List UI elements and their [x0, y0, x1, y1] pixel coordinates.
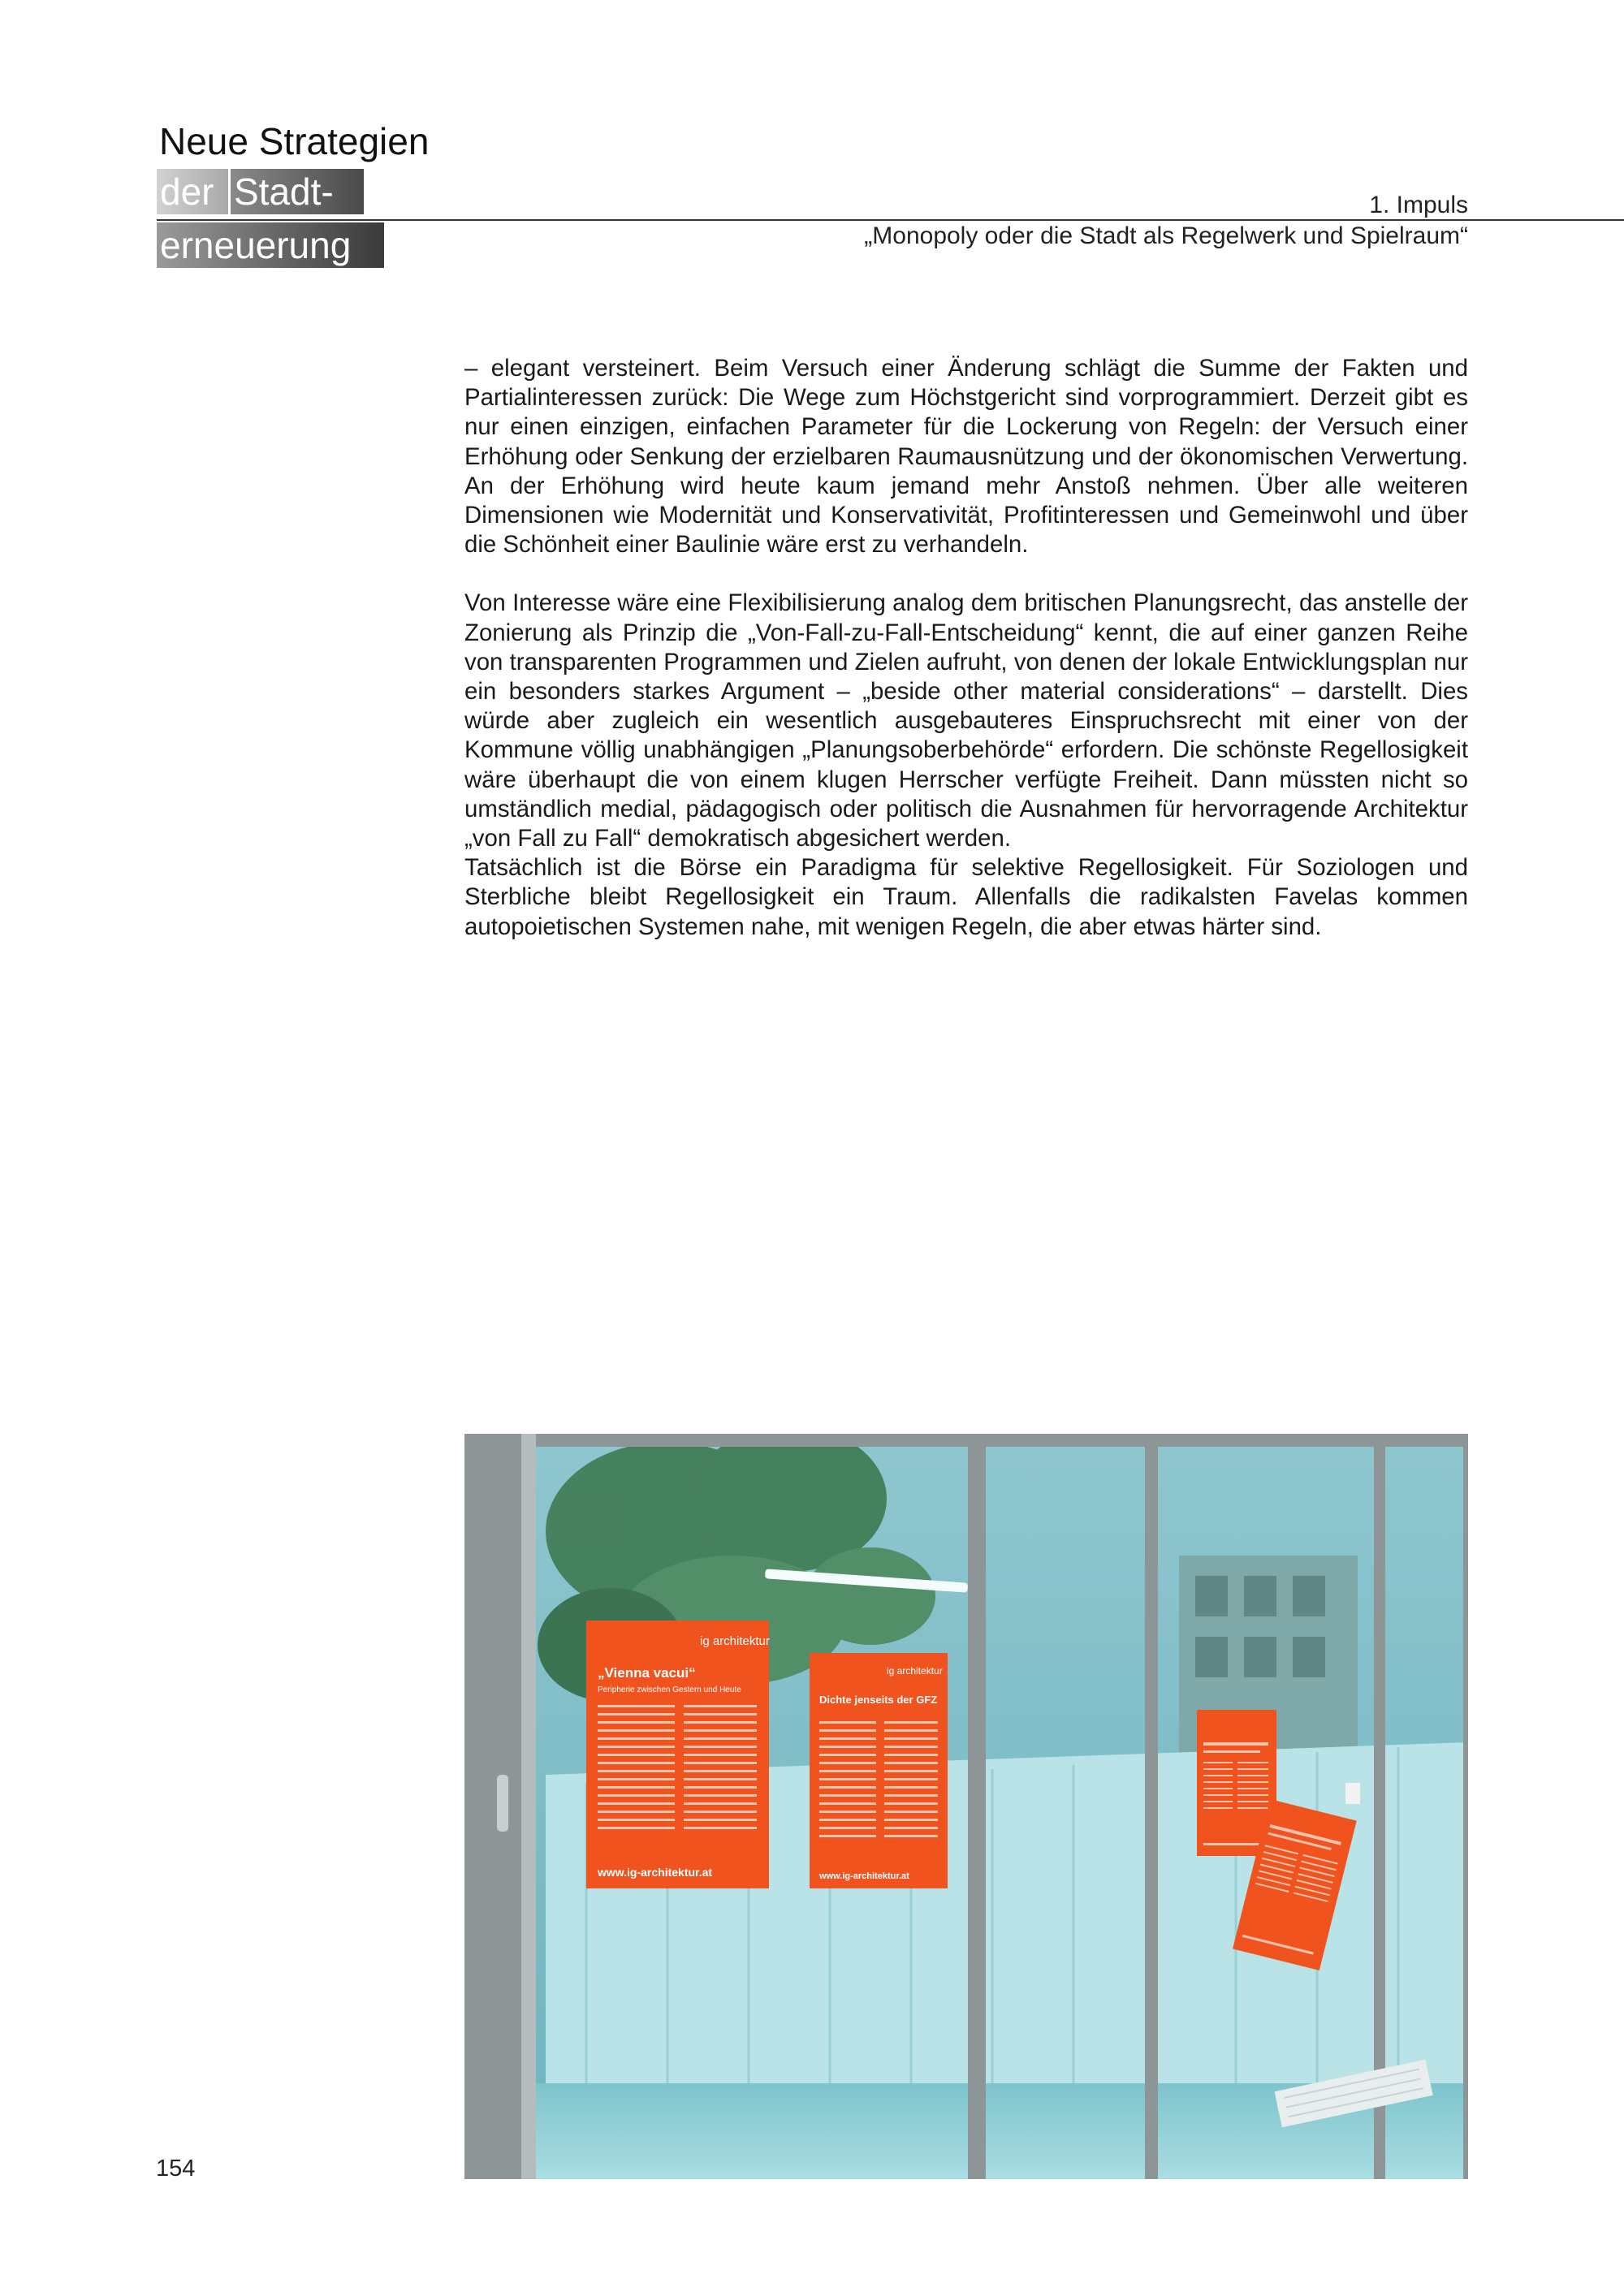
poster-1-brand: ig architektur: [700, 1634, 770, 1648]
section-number: 1. Impuls: [1369, 192, 1468, 218]
section-title: „Monopoly oder die Stadt als Regelwerk und Spielraum“: [864, 222, 1468, 249]
poster-1-title: „Vienna vacui“: [598, 1665, 696, 1681]
paragraph-3: Tatsächlich ist die Börse ein Paradigma für selektive Regellosigkeit. Für Soziologen und Sterbliche bleibt Regellosigkeit ein Traum. Allenfalls die radikalsten Favelas kommen autopoietischen Systemen nahe, mit wenigen Regeln, die aber etwas härter sind.: [464, 854, 1468, 940]
poster-1: [586, 1621, 770, 1888]
header-rule: [157, 219, 1624, 221]
poster-1-subtitle: Peripherie zwischen Gestern und Heute: [598, 1685, 741, 1694]
poster-1-url: www.ig-architektur.at: [598, 1866, 713, 1879]
book-title-der: der: [157, 169, 228, 214]
book-title-line1: Neue Strategien: [159, 120, 430, 162]
body-text: [464, 354, 1468, 942]
poster-2-brand: ig architektur: [887, 1665, 943, 1677]
paragraph-2: Von Interesse wäre eine Flexibilisierung analog dem britischen Planungsrecht, das anstelle der Zonierung als Prinzip die „Von-Fall-zu-Fall-Entscheidung“ kennt, die auf einer ganzen Reihe von transparenten Programmen und Zielen aufruht, von denen der lokale Entwicklungsplan nur ein besonders starkes Argument – „beside other material considerations“ – darstellt. Dies würde aber zugleich ein wesentlich ausgebauteres Einspruchsrecht mit einer von der Kommune völlig unabhängigen „Planungsoberbehörde“ erfordern. Die schönste Regellosigkeit wäre überhaupt die von einem klugen Herrscher verfügte Freiheit. Dann müssten nicht so umständlich medial, pädagogisch oder politisch die Ausnahmen für hervorragende Architektur „von Fall zu Fall“ demokratisch abgesichert werden.: [464, 589, 1468, 852]
poster-2-url: www.ig-architektur.at: [819, 1871, 909, 1881]
page-number: 154: [156, 2156, 196, 2182]
exhibition-photo: [464, 1434, 1468, 2179]
poster-2-title: Dichte jenseits der GFZ: [819, 1694, 938, 1706]
poster-2: [810, 1653, 948, 1888]
book-title-erneuerung: erneuerung: [157, 222, 384, 268]
book-title-stadt: Stadt-: [231, 169, 364, 214]
paragraph-1: – elegant versteinert. Beim Versuch einer Änderung schlägt die Summe der Fakten und Partialinteressen zurück: Die Wege zum Höchstgericht sind vorprogrammiert. Derzeit gibt es nur einen einzigen, einfachen Parameter für die Lockerung von Regeln: der Versuch einer Erhöhung oder Senkung der erzielbaren Raumausnützung und der ökonomischen Verwertung. An der Erhöhung wird heute kaum jemand mehr Anstoß nehmen. Über alle weiteren Dimensionen wie Modernität und Konservativität, Profitinteressen und Gemeinwohl und über die Schönheit einer Baulinie wäre erst zu verhandeln.: [464, 355, 1468, 559]
